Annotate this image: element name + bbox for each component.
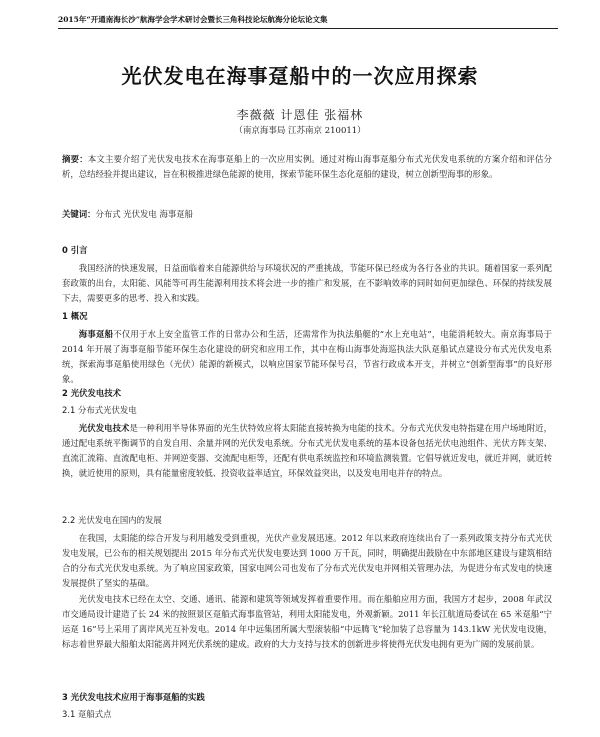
abstract [62,152,552,182]
abstract-label: 摘要： [62,154,88,164]
paper-title: 光伏发电在海事趸船中的一次应用探索 [121,64,479,88]
distributed-lead: 光伏发电技术 [78,423,130,433]
keywords-text: 分布式 光伏发电 海事趸船 [95,209,193,219]
subsection-heading-distributed: 2.1 分布式光伏发电 [62,405,137,415]
author-list: 李薇薇 计恩佳 张福林 [236,108,364,122]
distributed-paragraph [62,421,552,481]
section-heading-overview: 1 概况 [62,311,88,321]
intro-paragraph: 我国经济的快速发展，日益面临着来自能源供给与环境状况的严重挑战，节能环保已经成为各行各业的共识。随着国家一系列配套政策的出台，太阳能、风能等可再生能源利用技术将会进一步的推广和发展，在不影响效率的同时如何更加绿色、环保的持续发展下去，需要更多的思考、投入和实践。 [62,263,552,303]
section-heading-practice: 3 光伏发电技术应用于海事趸船的实践 [62,692,205,702]
overview-paragraph [62,327,552,387]
section-heading-intro: 0 引言 [62,245,88,255]
domestic-paragraph-2: 光伏发电技术已经在太空、交通、通讯、能源和建筑等领域发挥着重要作用。而在船舶应用方面，我国方才起步，2008 年武汉市交通局设计建造了长 24 米的按照景区趸船式海事监管站，利用太阳能发电，外观新颖。2011 年长江航道局委试在 65 米趸船“宁运趸 16”号上采用了离岸风光互补发电。2014 年中远集团所属大型滚装船“中远腾飞”轮加装了总容量为 143.1kW 光伏发电设施，标志着世界最大船舶太阳能离并网光伏系统的建成。政府的大力支持与技术的创新进步将使得光伏发电拥有更为广阔的发展前景。 [62,594,552,649]
domestic-paragraph-1: 在我国，太阳能的综合开发与利用越发受到重视，光伏产业发展迅速。2012 年以来政府连续出台了一系列政策支持分布式光伏发电发展，已公布的相关规划提出 2015 年分布式光伏发电要达到 1000 万千瓦，同时，明确提出鼓励在中东部地区建设与建筑相结合的分布式光伏发电系统。为了响应国家政策，国家电网公司也发布了分布式光伏发电并网相关管理办法，为促进分布式发电的快速发展提供了坚实的基础。 [62,533,552,588]
subsection-heading-domestic: 2.2 光伏发电在国内的发展 [62,515,162,525]
distributed-text: 是一种利用半导体界面的光生伏特效应将太阳能直接转换为电能的技术。分布式光伏发电特指建在用户场地附近，通过配电系统平衡调节的自发自用、余量并网的光伏发电系统。分布式光伏发电系统的基本设备包括光伏电池组件、光伏方阵支架、直流汇流箱、直流配电柜、并网逆变器、交流配电柜等，还配有供电系统监控和环境监测装置。它倡导就近发电，就近并网，就近转换，就近使用的原则，具有能量密度较低、投资收益率适宜，环保效益突出，以及发电用电并存的特点。 [62,423,553,478]
overview-lead: 海事趸船 [78,329,114,339]
section-heading-pv-tech: 2 光伏发电技术 [62,388,121,398]
abstract-text: 本文主要介绍了光伏发电技术在海事趸船上的一次应用实例。通过对梅山海事趸船分布式光伏发电系统的方案介绍和评估分析，总结经验并提出建议，旨在积极推进绿色能源的使用，探索节能环保生态化趸船的建设，树立创新型海事的形象。 [62,154,553,179]
affiliation: （南京海事局 江苏南京 210011） [234,126,366,136]
keywords [62,207,552,222]
running-head: 2015年“开通南海长沙”航海学会学术研讨会暨长三角科技论坛航海分论坛论文集 [58,15,328,24]
keywords-label: 关键词： [62,209,96,219]
overview-text: 不仅用于水上安全监管工作的日常办公和生活，还需常作为执法船艇的“水上充电站”，电能消耗较大。南京海事局于 2014 年开展了海事趸船节能环保生态化建设的研究和应用工作，其中在梅山海事处海巡执法大队趸船试点建设分布式光伏发电系统，探索海事趸船使用绿色（光伏）能源的新模式，以响应国家节能环保号召，节省行政成本开支，并树立“创新型海事”的良好形象。 [62,329,553,384]
subsection-heading-pilot: 3.1 趸船式点 [62,709,112,719]
header-rule [58,28,558,29]
